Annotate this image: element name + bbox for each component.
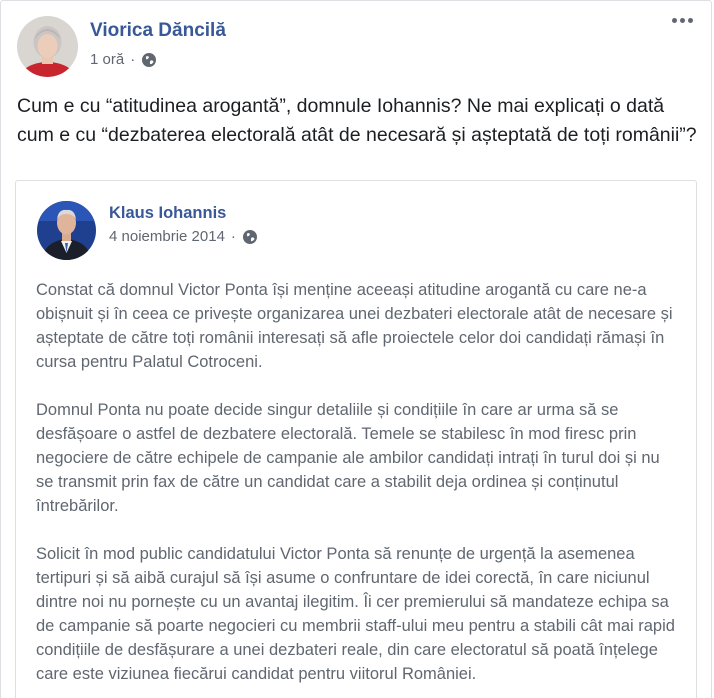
post-timestamp[interactable]: 1 oră [90, 51, 125, 68]
author-avatar[interactable] [17, 16, 78, 77]
shared-paragraph-2: Domnul Ponta nu poate decide singur detaliile și condițiile în care ar urma să se desfășoare o astfel de dezbatere electorală. Temele se stabilesc în mod firesc prin negociere de către echipele de campanie ale ambilor candidați intrați în turul doi și nu se transmit prin fax de către un candidat care a stabilit deja ordinea și conținutul întrebărilor. [36, 401, 660, 515]
shared-post-meta [109, 228, 258, 245]
post-meta [90, 51, 157, 68]
shared-post-text [36, 278, 676, 698]
globe-icon[interactable] [242, 229, 258, 245]
author-name[interactable]: Viorica Dăncilă [90, 20, 226, 41]
globe-icon[interactable] [141, 52, 157, 68]
shared-paragraph-1: Constat că domnul Victor Ponta își menține aceeași atitudine arogantă cu care ne-a obișnuit și în ceea ce privește organizarea unei dezbateri electorale atât de necesare și așteptate de către toți românii interesați să afle proiectele celor doi candidați rămași în cursa pentru Palatul Cotroceni. [36, 281, 673, 371]
meta-separator: · [130, 51, 136, 68]
shared-author-avatar[interactable] [37, 201, 96, 260]
post-message: Cum e cu “atitudinea arogantă”, domnule Iohannis? Ne mai explicați o dată cum e cu “dezbaterea electorală atât de necesară și așteptată de toți românii”? [17, 95, 697, 146]
more-dots-icon [672, 18, 677, 23]
shared-author-name[interactable]: Klaus Iohannis [109, 204, 227, 222]
more-options-button[interactable] [670, 14, 695, 27]
shared-post-date[interactable]: 4 noiembrie 2014 [109, 228, 225, 245]
shared-paragraph-3: Solicit în mod public candidatului Victor Ponta să renunțe de urgență la asemenea tertipuri și să aibă curajul să își asume o confruntare de idei corectă, în care niciunul dintre noi nu pornește cu un avantaj ilegitim. Îi cer premierului să mandateze echipa sa de campanie să poarte negocieri cu membrii staff-ului meu pentru a stabili cât mai rapid condițiile de desfășurare a unei dezbateri reale, din care electoratul să poată înțelege care este viziunea fiecărui candidat pentru viitorul României. [36, 545, 675, 683]
shared-post[interactable] [15, 180, 697, 698]
meta-separator: · [230, 228, 236, 245]
